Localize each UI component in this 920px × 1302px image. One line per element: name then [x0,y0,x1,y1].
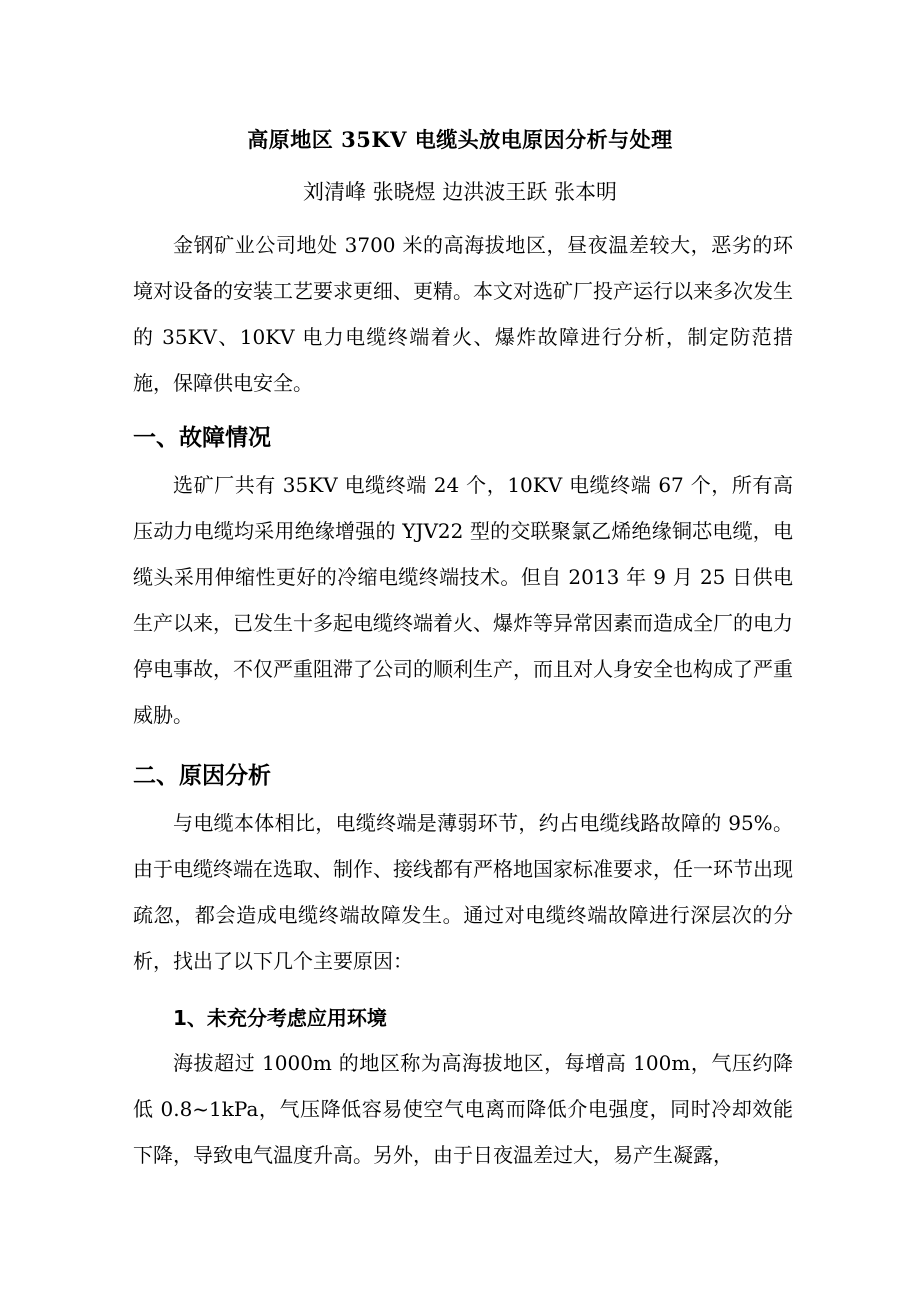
intro-paragraph: 金钢矿业公司地处 3700 米的高海拔地区，昼夜温差较大，恶劣的环境对设备的安装工艺要求更细、更精。本文对选矿厂投产运行以来多次发生的 35KV、10KV 电力电缆终端着火、爆炸故障进行分析，制定防范措施，保障供电安全。 [133,233,793,395]
section-heading-cause-analysis: 二、原因分析 [133,763,271,789]
section-paragraph-cause-analysis: 与电缆本体相比，电缆终端是薄弱环节，约占电缆线路故障的 95%。由于电缆终端在选取、制作、接线都有严格地国家标准要求，任一环节出现疏忽，都会造成电缆终端故障发生。通过对电缆终端故障进行深层次的分析，找出了以下几个主要原因： [133,811,793,973]
subsection-paragraph-environment: 海拔超过 1000m 的地区称为高海拔地区，每增高 100m，气压约降低 0.8~1kPa，气压降低容易使空气电离而降低介电强度，同时冷却效能下降，导致电气温度升高。另外，由于日夜温差过大，易产生凝露， [133,1051,793,1167]
document-title: 高原地区 35KV 电缆头放电原因分析与处理 [247,127,673,152]
document-authors: 刘清峰 张晓煜 边洪波王跃 张本明 [302,180,618,204]
section-paragraph-fault-situation: 选矿厂共有 35KV 电缆终端 24 个，10KV 电缆终端 67 个，所有高压动力电缆均采用绝缘增强的 YJV22 型的交联聚氯乙烯绝缘铜芯电缆，电缆头采用伸缩性更好的冷缩电缆终端技术。但自 2013 年 9 月 25 日供电生产以来，已发生十多起电缆终端着火、爆炸等异常因素而造成全厂的电力停电事故，不仅严重阻滞了公司的顺利生产，而且对人身安全也构成了严重威胁。 [133,473,793,727]
subsection-heading-environment: 1、未充分考虑应用环境 [173,1006,387,1030]
section-heading-fault-situation: 一、故障情况 [133,425,271,451]
